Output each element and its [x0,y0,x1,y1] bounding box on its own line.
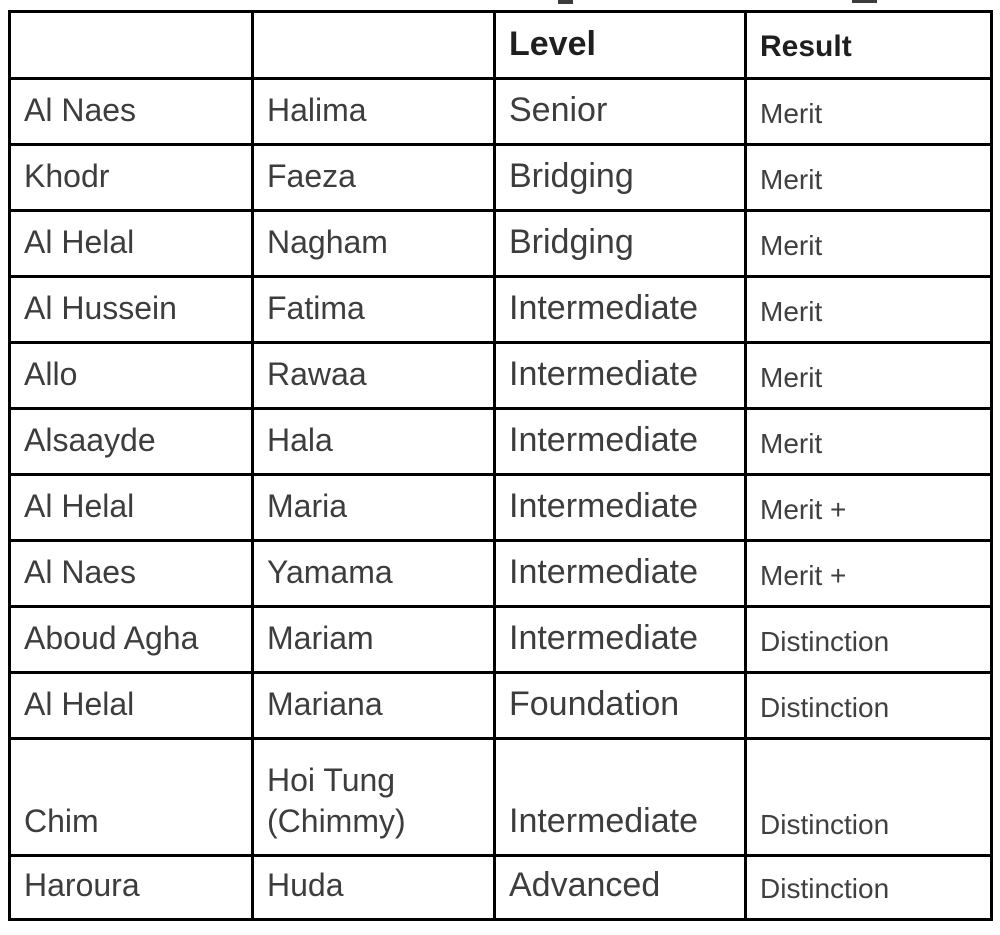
table-row [10,211,992,277]
cropped-text-fragment [852,0,877,3]
cell-family: Al Helal [10,475,253,541]
cell-level: Intermediate [495,541,746,607]
cell-level: Bridging [495,145,746,211]
table-row [10,739,992,856]
cell-family: Al Helal [10,211,253,277]
cell-family: Al Helal [10,673,253,739]
cell-given: Hoi Tung (Chimmy) [253,739,495,856]
cell-level: Intermediate [495,277,746,343]
cell-given: Mariana [253,673,495,739]
cell-result: Merit [746,343,992,409]
cell-given: Maria [253,475,495,541]
cell-family: Allo [10,343,253,409]
cell-result: Merit [746,409,992,475]
column-header-given [253,12,495,79]
table-header-row [10,12,992,79]
cell-given: Fatima [253,277,495,343]
cell-result: Merit [746,79,992,145]
cell-level: Intermediate [495,739,746,856]
cell-family: Aboud Agha [10,607,253,673]
table-row [10,409,992,475]
table-row [10,541,992,607]
table-row [10,856,992,920]
cell-level: Intermediate [495,475,746,541]
cell-family: Alsaayde [10,409,253,475]
table-row [10,607,992,673]
cell-given: Nagham [253,211,495,277]
cell-level: Intermediate [495,607,746,673]
table-row [10,343,992,409]
cell-result: Distinction [746,673,992,739]
cell-family: Haroura [10,856,253,920]
cell-result: Distinction [746,739,992,856]
table-row [10,277,992,343]
table-row [10,475,992,541]
cell-result: Distinction [746,607,992,673]
cell-given: Rawaa [253,343,495,409]
cell-result: Distinction [746,856,992,920]
cell-level: Intermediate [495,343,746,409]
cell-level: Advanced [495,856,746,920]
results-table [8,10,993,921]
column-header-result: Result [746,12,992,79]
cell-result: Merit [746,277,992,343]
cell-level: Intermediate [495,409,746,475]
table-row [10,79,992,145]
table-row [10,673,992,739]
cell-level: Senior [495,79,746,145]
cell-given: Yamama [253,541,495,607]
cell-given: Huda [253,856,495,920]
cell-given: Mariam [253,607,495,673]
cell-family: Al Naes [10,79,253,145]
column-header-level: Level [495,12,746,79]
cell-result: Merit [746,211,992,277]
cell-family: Khodr [10,145,253,211]
cell-family: Al Hussein [10,277,253,343]
cell-family: Al Naes [10,541,253,607]
table-row [10,145,992,211]
cell-result: Merit + [746,475,992,541]
cropped-text-fragment [558,0,573,4]
cell-result: Merit + [746,541,992,607]
cell-result: Merit [746,145,992,211]
cell-level: Foundation [495,673,746,739]
cell-family: Chim [10,739,253,856]
cell-given: Faeza [253,145,495,211]
cell-given: Halima [253,79,495,145]
cell-given: Hala [253,409,495,475]
cell-level: Bridging [495,211,746,277]
column-header-family [10,12,253,79]
